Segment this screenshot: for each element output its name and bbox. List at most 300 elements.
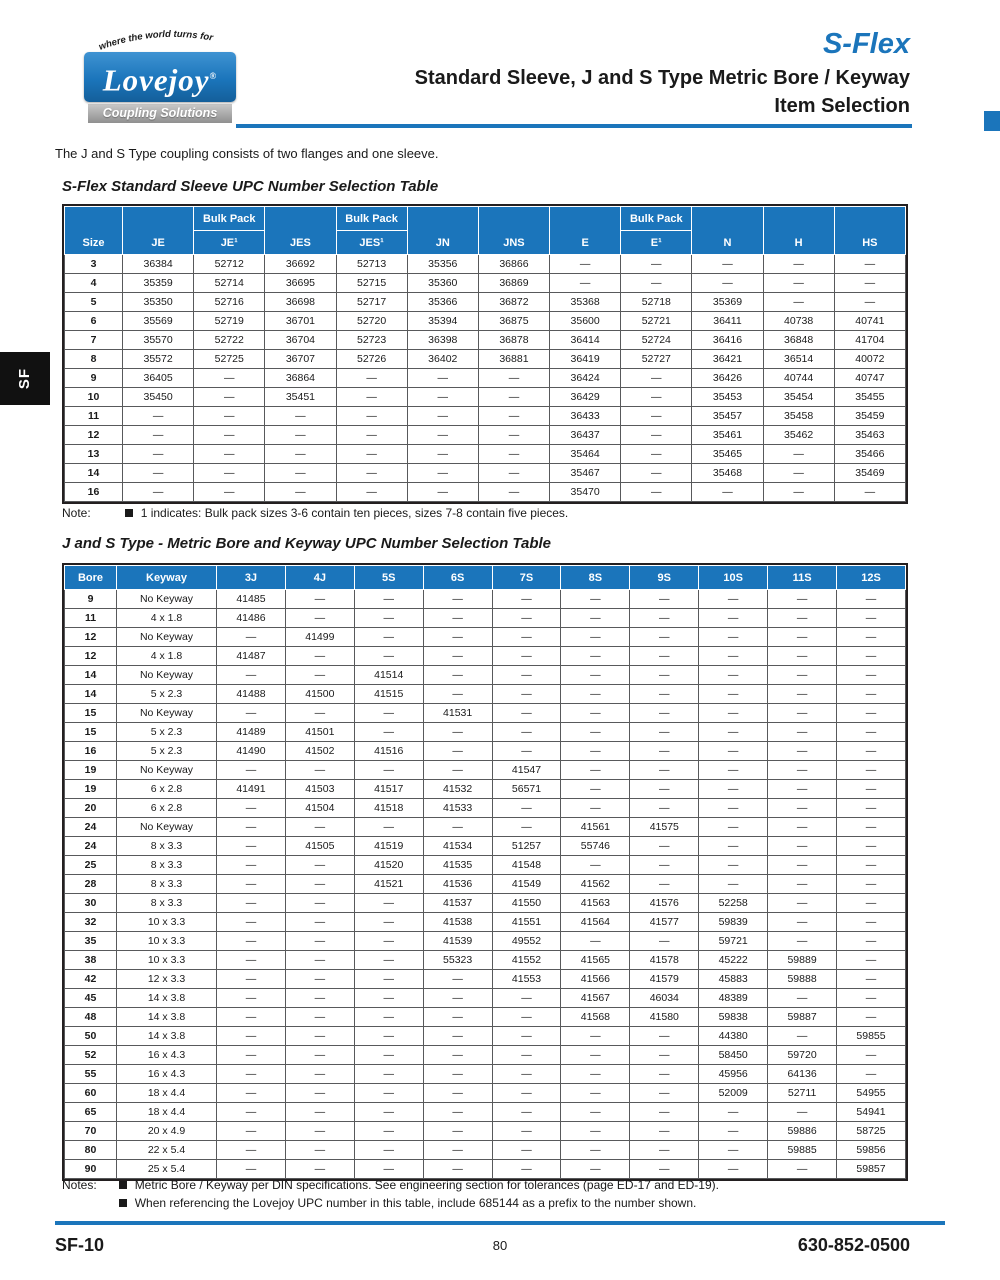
table-cell: 36875	[478, 312, 549, 331]
table-cell: 20	[65, 799, 117, 818]
header-rule	[236, 124, 912, 128]
page-header	[415, 28, 910, 118]
table-cell: —	[630, 590, 699, 609]
table-cell: 36869	[478, 274, 549, 293]
table-cell: —	[837, 723, 906, 742]
table-row	[65, 445, 906, 464]
table-cell: 52721	[621, 312, 692, 331]
table-cell: —	[768, 1027, 837, 1046]
table-cell: 60	[65, 1084, 117, 1103]
table-cell: 35569	[123, 312, 194, 331]
table-cell: —	[621, 464, 692, 483]
table-cell: 52723	[336, 331, 407, 350]
table-cell: 70	[65, 1122, 117, 1141]
table-cell: 52717	[336, 293, 407, 312]
page-notes	[62, 1178, 719, 1214]
table-cell: 35455	[834, 388, 905, 407]
table-cell: —	[285, 1141, 354, 1160]
table-cell: 41488	[217, 685, 286, 704]
table-cell: —	[621, 483, 692, 502]
table-cell: 41548	[492, 856, 561, 875]
table-row	[65, 761, 906, 780]
table-cell: 19	[65, 761, 117, 780]
table1-body	[65, 255, 906, 502]
table-cell: 38	[65, 951, 117, 970]
table-cell: —	[407, 388, 478, 407]
metric-bore-keyway-table	[62, 563, 908, 1181]
table-cell: —	[699, 590, 768, 609]
table-cell: 41502	[285, 742, 354, 761]
table-row	[65, 1141, 906, 1160]
table-cell: 54941	[837, 1103, 906, 1122]
table-cell: —	[837, 989, 906, 1008]
table-cell: —	[265, 445, 336, 464]
table-cell: —	[837, 742, 906, 761]
table-cell: —	[217, 1065, 286, 1084]
table-cell: 12	[65, 628, 117, 647]
column-header: JE¹	[194, 231, 265, 255]
table-cell: —	[423, 1084, 492, 1103]
table-cell: 52258	[699, 894, 768, 913]
table-cell: —	[478, 445, 549, 464]
table-cell: —	[630, 1160, 699, 1179]
table-cell: 44380	[699, 1027, 768, 1046]
table-cell: —	[834, 483, 905, 502]
table-cell: —	[285, 1065, 354, 1084]
table-cell: —	[837, 894, 906, 913]
table-cell: —	[492, 799, 561, 818]
table-cell: —	[285, 1008, 354, 1027]
table-cell: —	[768, 894, 837, 913]
table-cell: 90	[65, 1160, 117, 1179]
column-header: JES	[265, 207, 336, 255]
table-cell: 52719	[194, 312, 265, 331]
table2-title: J and S Type - Metric Bore and Keyway UPC Number Selection Table	[62, 535, 552, 552]
table-cell: 41704	[834, 331, 905, 350]
table-cell: —	[630, 932, 699, 951]
square-bullet-icon	[119, 1199, 127, 1207]
table-cell: —	[561, 628, 630, 647]
table-cell: —	[834, 255, 905, 274]
table-cell: 52712	[194, 255, 265, 274]
table-cell: —	[768, 799, 837, 818]
table-cell: —	[699, 761, 768, 780]
table-cell: 20 x 4.9	[117, 1122, 217, 1141]
table-row	[65, 1122, 906, 1141]
table-cell: —	[699, 875, 768, 894]
table-cell: —	[837, 970, 906, 989]
table-cell: —	[837, 609, 906, 628]
table2-header	[65, 566, 906, 590]
table-cell: —	[561, 704, 630, 723]
table-cell: —	[492, 1008, 561, 1027]
logo-wordmark	[84, 52, 236, 102]
table-cell: —	[492, 989, 561, 1008]
table-cell: —	[837, 628, 906, 647]
table-cell: —	[423, 666, 492, 685]
page-title-line2: Item Selection	[774, 95, 910, 117]
table-cell: —	[354, 894, 423, 913]
table-cell: No Keyway	[117, 666, 217, 685]
table-cell: —	[768, 875, 837, 894]
table-cell: 41521	[354, 875, 423, 894]
table-cell: —	[630, 1122, 699, 1141]
table-cell: 41580	[630, 1008, 699, 1027]
table-cell: —	[561, 799, 630, 818]
table-cell: 36429	[550, 388, 621, 407]
table-cell: 6	[65, 312, 123, 331]
table-cell: —	[561, 647, 630, 666]
table-cell: —	[217, 1046, 286, 1065]
table-cell: —	[699, 647, 768, 666]
table-cell: —	[561, 761, 630, 780]
table-cell: —	[768, 1103, 837, 1122]
table-cell: 41504	[285, 799, 354, 818]
table-cell: 14 x 3.8	[117, 1008, 217, 1027]
table-cell: —	[336, 426, 407, 445]
table-cell: —	[699, 1103, 768, 1122]
table-cell: 36698	[265, 293, 336, 312]
table-cell: 15	[65, 704, 117, 723]
table-cell: —	[492, 1103, 561, 1122]
table-cell: 14	[65, 464, 123, 483]
table-cell: —	[407, 464, 478, 483]
table-cell: —	[768, 913, 837, 932]
table-cell: No Keyway	[117, 818, 217, 837]
table-cell: —	[837, 1065, 906, 1084]
table-cell: 59857	[837, 1160, 906, 1179]
table-cell: 35464	[550, 445, 621, 464]
table-cell: No Keyway	[117, 761, 217, 780]
table-cell: —	[423, 1103, 492, 1122]
table-cell: —	[630, 1027, 699, 1046]
table-cell: —	[285, 1046, 354, 1065]
table-cell: 59856	[837, 1141, 906, 1160]
table-cell: —	[217, 875, 286, 894]
table-cell: —	[699, 609, 768, 628]
table-cell: —	[834, 274, 905, 293]
table-cell: 41564	[561, 913, 630, 932]
table-cell: —	[285, 875, 354, 894]
square-bullet-icon	[125, 509, 133, 517]
table-cell: 41563	[561, 894, 630, 913]
table-cell: —	[768, 780, 837, 799]
table-cell: No Keyway	[117, 628, 217, 647]
table-cell: 16 x 4.3	[117, 1065, 217, 1084]
table-cell: —	[763, 464, 834, 483]
table-cell: 59838	[699, 1008, 768, 1027]
table-cell: 52718	[621, 293, 692, 312]
table-cell: —	[285, 989, 354, 1008]
table-cell: 14	[65, 666, 117, 685]
table-cell: 36881	[478, 350, 549, 369]
table-cell: —	[423, 818, 492, 837]
table-cell: —	[354, 1065, 423, 1084]
note-text: Metric Bore / Keyway per DIN specifications. See engineering section for tolerances (page ED-17 and ED-19).	[134, 1178, 719, 1192]
table-cell: 35350	[123, 293, 194, 312]
table-cell: —	[768, 989, 837, 1008]
table-cell: —	[123, 483, 194, 502]
table-cell: —	[550, 274, 621, 293]
table-cell: 40072	[834, 350, 905, 369]
table-cell: 41537	[423, 894, 492, 913]
table-cell: —	[423, 723, 492, 742]
table-cell: 35469	[834, 464, 905, 483]
table-cell: —	[407, 369, 478, 388]
table-cell: 36692	[265, 255, 336, 274]
table-cell: 12	[65, 647, 117, 666]
table-cell: 41515	[354, 685, 423, 704]
table-cell: —	[217, 761, 286, 780]
table-cell: 7	[65, 331, 123, 350]
table-cell: —	[561, 1160, 630, 1179]
table-cell: —	[265, 407, 336, 426]
table-cell: —	[492, 742, 561, 761]
table-cell: 52716	[194, 293, 265, 312]
table-cell: 19	[65, 780, 117, 799]
table-cell: —	[492, 1046, 561, 1065]
table-cell: —	[561, 609, 630, 628]
table-cell: —	[837, 590, 906, 609]
column-header: Keyway	[117, 566, 217, 590]
table-cell: —	[217, 666, 286, 685]
table-cell: —	[285, 913, 354, 932]
table-cell: —	[123, 426, 194, 445]
table-cell: 8 x 3.3	[117, 894, 217, 913]
table-cell: 36707	[265, 350, 336, 369]
logo-brand: Lovejoy	[102, 62, 210, 98]
table-cell: 35572	[123, 350, 194, 369]
table-cell: —	[692, 255, 763, 274]
table-cell: —	[354, 704, 423, 723]
table-cell: 24	[65, 818, 117, 837]
table-cell: 40744	[763, 369, 834, 388]
table-cell: 52009	[699, 1084, 768, 1103]
table-cell: 35450	[123, 388, 194, 407]
table-cell: 48389	[699, 989, 768, 1008]
table-cell: 54955	[837, 1084, 906, 1103]
table-cell: 52713	[336, 255, 407, 274]
table-cell: 36701	[265, 312, 336, 331]
table-cell: 52722	[194, 331, 265, 350]
table-cell: —	[692, 274, 763, 293]
table-cell: —	[550, 255, 621, 274]
table-cell: 10 x 3.3	[117, 913, 217, 932]
table-cell: —	[123, 407, 194, 426]
table-cell: —	[699, 685, 768, 704]
table-row	[65, 388, 906, 407]
table-cell: —	[837, 932, 906, 951]
table-cell: 28	[65, 875, 117, 894]
table-cell: 35468	[692, 464, 763, 483]
table-cell: —	[768, 609, 837, 628]
column-header: 7S	[492, 566, 561, 590]
table-cell: —	[478, 464, 549, 483]
table-row	[65, 704, 906, 723]
table-cell: 36695	[265, 274, 336, 293]
table-cell: 35359	[123, 274, 194, 293]
table-cell: —	[630, 856, 699, 875]
table-cell: —	[478, 426, 549, 445]
table-cell: 10 x 3.3	[117, 932, 217, 951]
column-header: JN	[407, 207, 478, 255]
table-cell: 41531	[423, 704, 492, 723]
table-cell: 41552	[492, 951, 561, 970]
table-cell: 36866	[478, 255, 549, 274]
table-cell: —	[699, 742, 768, 761]
table-cell: 22 x 5.4	[117, 1141, 217, 1160]
table-cell: 14	[65, 685, 117, 704]
column-header: 10S	[699, 566, 768, 590]
table-cell: 45222	[699, 951, 768, 970]
table-cell: —	[561, 1084, 630, 1103]
table-row	[65, 1160, 906, 1179]
table-cell: 41567	[561, 989, 630, 1008]
table-cell: —	[768, 590, 837, 609]
column-header: Size	[65, 207, 123, 255]
table-cell: 52725	[194, 350, 265, 369]
table-cell: —	[837, 780, 906, 799]
table-cell: —	[285, 761, 354, 780]
table-cell: —	[217, 1084, 286, 1103]
table-cell: —	[492, 647, 561, 666]
table-cell: 41516	[354, 742, 423, 761]
table-cell: —	[837, 951, 906, 970]
column-header: 5S	[354, 566, 423, 590]
bulk-pack-header: Bulk Pack	[194, 207, 265, 231]
table-cell: 52720	[336, 312, 407, 331]
table-row	[65, 818, 906, 837]
table-cell: 41576	[630, 894, 699, 913]
table1-note	[62, 506, 568, 520]
table-cell: —	[423, 1122, 492, 1141]
table-cell: —	[630, 628, 699, 647]
table-cell: —	[194, 407, 265, 426]
table-cell: —	[621, 274, 692, 293]
table-cell: —	[217, 913, 286, 932]
table-cell: 41566	[561, 970, 630, 989]
table-cell: —	[561, 1141, 630, 1160]
table-cell: 35600	[550, 312, 621, 331]
table-cell: —	[630, 1141, 699, 1160]
table-cell: 9	[65, 369, 123, 388]
table-cell: 16 x 4.3	[117, 1046, 217, 1065]
column-header: N	[692, 207, 763, 255]
table-cell: 41485	[217, 590, 286, 609]
table-cell: —	[217, 1008, 286, 1027]
note-item	[119, 1196, 719, 1210]
table-cell: —	[423, 628, 492, 647]
column-header: Bore	[65, 566, 117, 590]
notes-prefix: Notes:	[62, 1178, 97, 1192]
table-cell: 35470	[550, 483, 621, 502]
table-cell: No Keyway	[117, 590, 217, 609]
table-cell: 18 x 4.4	[117, 1103, 217, 1122]
table-cell: —	[699, 704, 768, 723]
table-cell: —	[699, 723, 768, 742]
table-cell: 41568	[561, 1008, 630, 1027]
footer-rule	[55, 1221, 945, 1225]
table-cell: 46034	[630, 989, 699, 1008]
table-cell: 41487	[217, 647, 286, 666]
table-cell: —	[837, 875, 906, 894]
table-cell: 41579	[630, 970, 699, 989]
table-cell: —	[423, 1065, 492, 1084]
table-cell: —	[285, 1084, 354, 1103]
table-cell: 49552	[492, 932, 561, 951]
table-cell: —	[492, 704, 561, 723]
table-cell: —	[630, 723, 699, 742]
table-cell: —	[837, 704, 906, 723]
table-cell: —	[692, 483, 763, 502]
table-cell: —	[621, 255, 692, 274]
table-cell: —	[217, 1122, 286, 1141]
table-cell: 41578	[630, 951, 699, 970]
table-cell: —	[217, 894, 286, 913]
table-cell: 36405	[123, 369, 194, 388]
table-row	[65, 951, 906, 970]
table-row	[65, 1027, 906, 1046]
page-footer	[55, 1233, 945, 1263]
table-cell: 41505	[285, 837, 354, 856]
table-cell: 10	[65, 388, 123, 407]
table-cell: —	[492, 723, 561, 742]
table-cell: 50	[65, 1027, 117, 1046]
table-cell: —	[285, 818, 354, 837]
table-cell: —	[407, 483, 478, 502]
table-cell: 35570	[123, 331, 194, 350]
table-cell: —	[354, 723, 423, 742]
table-cell: 36437	[550, 426, 621, 445]
lovejoy-logo	[84, 26, 236, 123]
table-cell: 10 x 3.3	[117, 951, 217, 970]
table-cell: 52714	[194, 274, 265, 293]
table-cell: —	[561, 1065, 630, 1084]
table-row	[65, 1046, 906, 1065]
column-header: 8S	[561, 566, 630, 590]
table-cell: 52711	[768, 1084, 837, 1103]
table-cell: —	[217, 704, 286, 723]
table-cell: —	[354, 761, 423, 780]
bulk-pack-header: Bulk Pack	[621, 207, 692, 231]
table-cell: 35366	[407, 293, 478, 312]
table-cell: 59886	[768, 1122, 837, 1141]
table-cell: —	[423, 970, 492, 989]
table-cell: —	[194, 388, 265, 407]
table-cell: 41561	[561, 818, 630, 837]
table-cell: —	[423, 761, 492, 780]
table-row	[65, 799, 906, 818]
table-cell: 36878	[478, 331, 549, 350]
table-cell: —	[837, 837, 906, 856]
table-cell: —	[561, 1103, 630, 1122]
table-cell: —	[217, 799, 286, 818]
column-header: 11S	[768, 566, 837, 590]
table-cell: —	[285, 970, 354, 989]
column-header: HS	[834, 207, 905, 255]
table-cell: 5	[65, 293, 123, 312]
table-cell: 58450	[699, 1046, 768, 1065]
table-cell: —	[478, 388, 549, 407]
table-cell: —	[621, 369, 692, 388]
logo-arc-text	[90, 26, 242, 52]
table-cell: —	[630, 647, 699, 666]
page-title-line1: Standard Sleeve, J and S Type Metric Bore / Keyway	[414, 67, 910, 89]
table-cell: 52726	[336, 350, 407, 369]
bulk-pack-header: Bulk Pack	[336, 207, 407, 231]
table-cell: —	[630, 799, 699, 818]
table-cell: —	[561, 666, 630, 685]
